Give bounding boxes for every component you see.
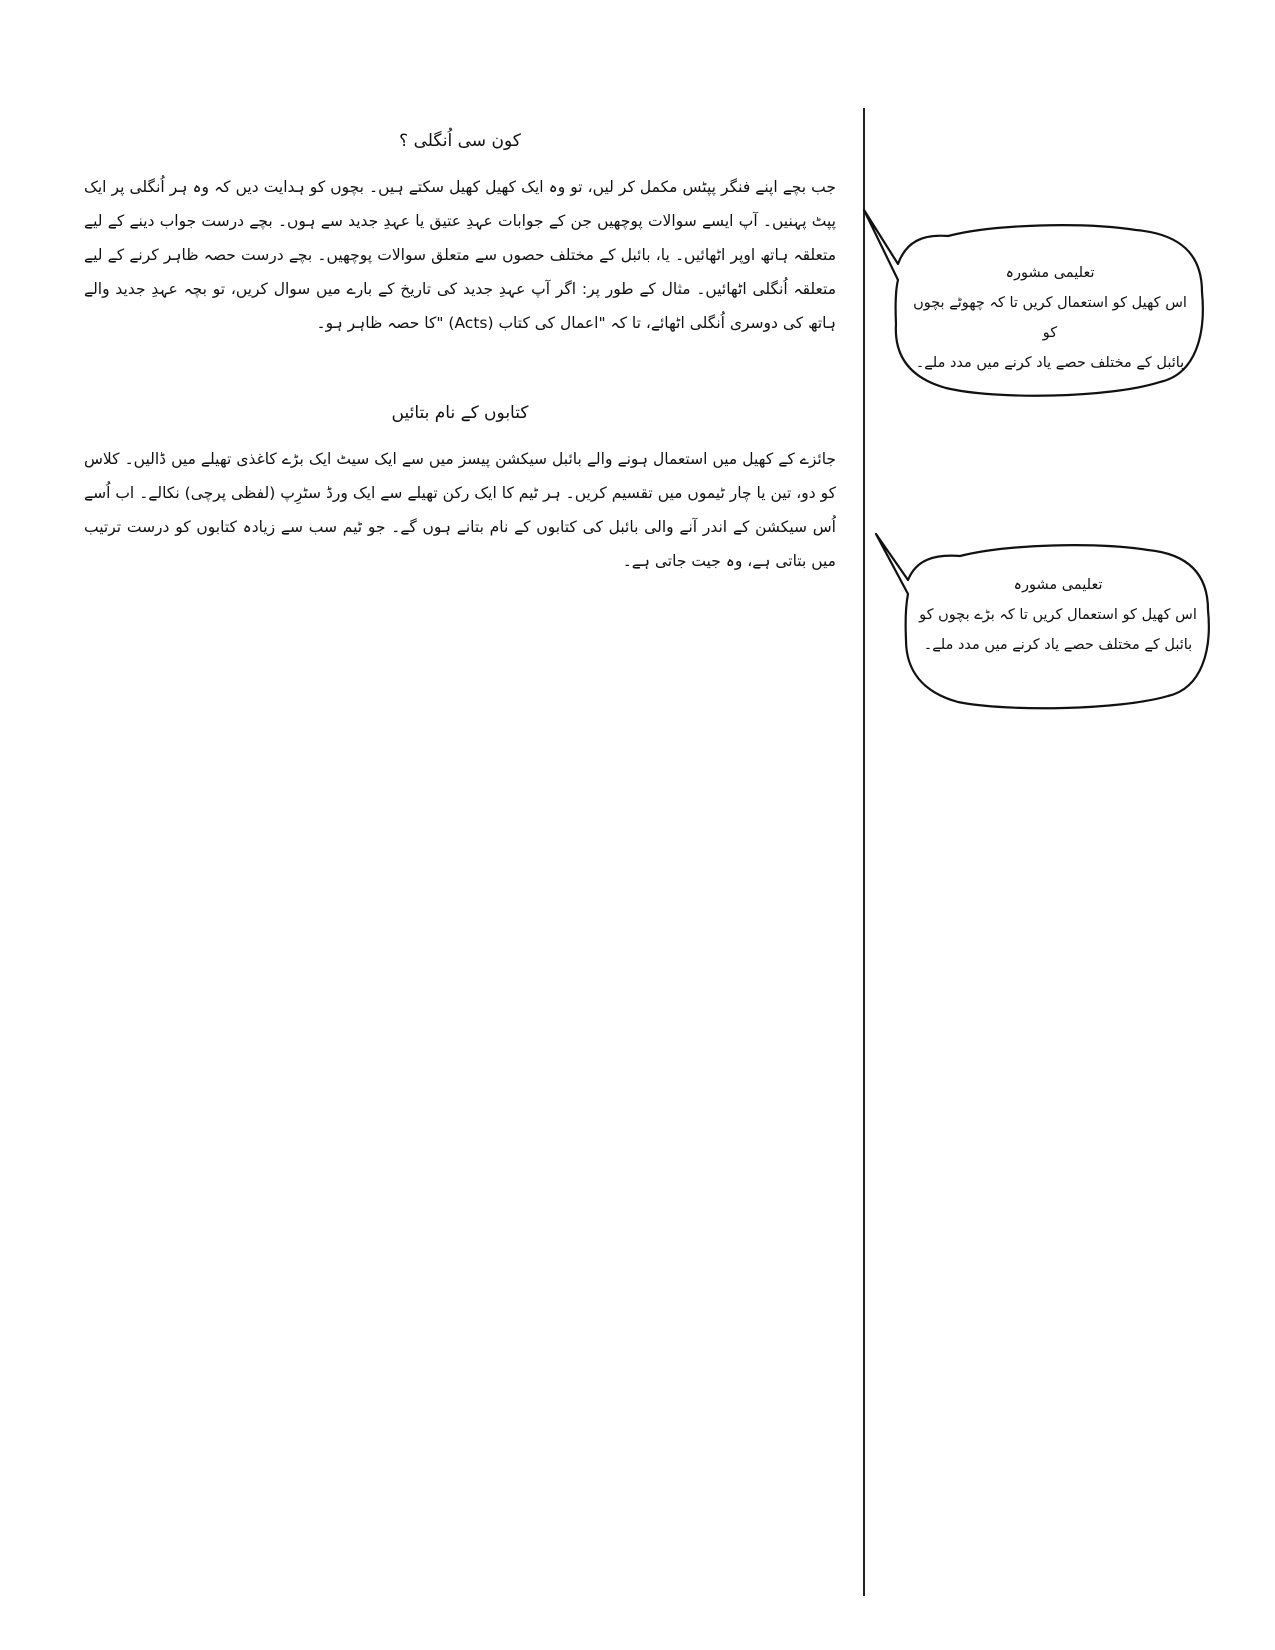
teaching-tip-text — [914, 570, 1202, 660]
teaching-tip-line: بائبل کے مختلف حصے یاد کرنے میں مدد ملے۔ — [923, 637, 1193, 653]
section-which-finger — [84, 128, 836, 340]
teaching-tip-line: اس کھیل کو استعمال کریں تا کہ چھوٹے بچوں کو — [913, 295, 1187, 341]
section-heading: کتابوں کے نام بتائیں — [391, 403, 529, 423]
teaching-tip-bubble — [864, 206, 1206, 396]
teaching-tip-bubble — [876, 528, 1218, 708]
section-name-the-books — [84, 400, 836, 578]
teaching-tip-text — [904, 258, 1196, 378]
teaching-tip-line: بائبل کے مختلف حصے یاد کرنے میں مدد ملے۔ — [915, 355, 1185, 371]
teaching-tip-line: اس کھیل کو استعمال کریں تا کہ بڑے بچوں کو — [919, 607, 1197, 623]
teaching-tip-title: تعلیمی مشورہ — [1013, 577, 1103, 593]
section-heading: کون سی اُنگلی ؟ — [399, 131, 521, 151]
main-content — [84, 128, 836, 638]
teaching-tip-title: تعلیمی مشورہ — [1005, 265, 1095, 281]
section-body: جب بچے اپنے فنگر پپٹس مکمل کر لیں، تو وہ ایک کھیل کھیل سکتے ہیں۔ بچوں کو ہدایت دیں کہ وہ ہر اُنگلی پر ایک پپٹ پہنیں۔ آپ ایسے سوالات پوچھیں جن کے جوابات عہدِ عتیق یا عہدِ جدید سے ہوں۔ بچے درست جواب دینے کے لیے متعلقہ ہاتھ اوپر اٹھائیں۔ یا، بائبل کے مختلف حصوں سے متعلق سوالات پوچھیں۔ بچے درست حصہ ظاہر کرنے کے لیے متعلقہ اُنگلی اٹھائیں۔ مثال کے طور پر: اگر آپ عہدِ جدید کی تاریخ کے بارے میں سوال کریں، تو بچہ عہدِ جدید والے ہاتھ کی دوسری اُنگلی اٹھائے، تا کہ "اعمال کی کتاب (Acts) "کا حصہ ظاہر ہو۔ — [84, 178, 836, 332]
section-body: جائزے کے کھیل میں استعمال ہونے والے بائبل سیکشن پیسز میں سے ایک سیٹ ایک بڑے کاغذی تھیلے میں ڈالیں۔ کلاس کو دو، تین یا چار ٹیموں میں تقسیم کریں۔ ہر ٹیم کا ایک رکن تھیلے سے ایک ورڈ سٹرِپ (لفظی پرچی) نکالے۔ اب اُسے اُس سیکشن کے اندر آنے والی بائبل کی کتابوں کے نام بتانے ہوں گے۔ جو ٹیم سب سے زیادہ کتابوں کو درست ترتیب میں بتاتی ہے، وہ جیت جاتی ہے۔ — [84, 450, 836, 570]
